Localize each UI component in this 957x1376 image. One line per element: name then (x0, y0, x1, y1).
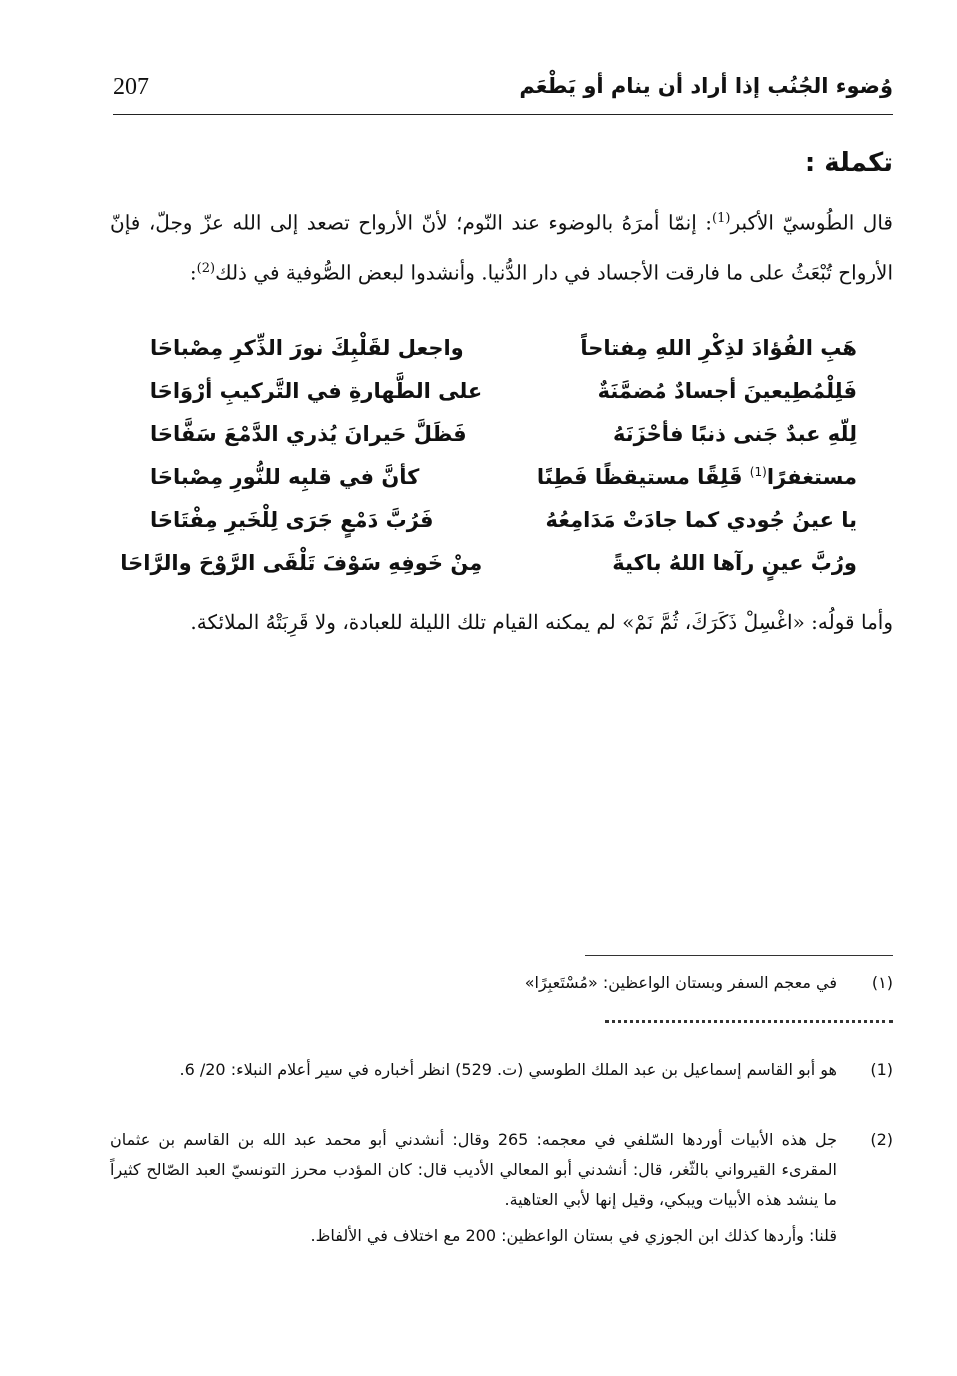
verse-line (150, 412, 857, 455)
verse-first-hemistich (525, 465, 857, 489)
footnote-text: جل هذه الأبيات أوردها السّلفي في معجمه: 265 وقال: أنشدني أبو محمد عبد الله بن القاسم بن عثمان المقرىء القيرواني بالثّغر، قال: أنشدني أبو المعالي الأديب قال: كان المؤدب محرز التونسيّ العبد الصّالح كثيراً ما ينشد هذه الأبيات ويبكي، وقيل إنها لأبي العتاهية. (110, 1130, 837, 1209)
verse-line (120, 541, 857, 584)
intro-lead: قال الطُوسيّ الأكبر (730, 210, 893, 235)
verse-second-hemistich: فَرُبَّ دَمْعٍ جَرَى لِلْخَيرِ مِفْتَاحَا (150, 507, 434, 532)
verse-second-hemistich: على الطَّهارةِ في التَّركيبِ أرْوَاحَا (149, 378, 483, 403)
verse-second-hemistich: مِنْ خَوفِهِ سَوْفَ تَلْقَى الرَّوْحَ والرَّاحَا (120, 550, 483, 575)
footnote-number: (2) (870, 1130, 893, 1149)
closing-paragraph: وأما قولُه: «اغْسِلْ ذَكَرَكَ، ثُمَّ نَمْ» لم يمكنه القيام تلك الليلة للعبادة، ولا قَرِبَتْهُ الملائكة. (190, 610, 893, 634)
footnote-text: هو أبو القاسم إسماعيل بن عبد الملك الطوسي (ت. 529) انظر أخباره في سير أعلام النبلاء: 20/ 6. (179, 1060, 837, 1079)
verse-word: مستغفرًا (766, 464, 857, 489)
footnote-divider (585, 955, 893, 956)
verse-word-cont: قَلِقًا مستيقظًا فَطِنًا (536, 464, 750, 489)
section-heading: تكملة : (804, 148, 893, 178)
verse-first-hemistich: ورُبَّ عينٍ رآها اللهُ باكيةً (612, 550, 857, 575)
verse-line (150, 326, 857, 369)
poem-verses (120, 326, 857, 584)
verse-first-hemistich: يا عينُ جُودي كما جادَتْ مَدَامِعُهُ (545, 507, 857, 532)
footnote-item (110, 1055, 893, 1085)
verse-first-hemistich: لِلّهِ عبدٌ جَنى ذنبًا فأحْزَنَهُ (612, 421, 857, 446)
verse-footnote-ref[interactable]: (1) (749, 464, 767, 479)
footnote-text: قلنا: وأردها كذلك ابن الجوزي في بستان الواعظين: 200 مع اختلاف في الألفاظ. (310, 1226, 837, 1245)
verse-line (150, 369, 857, 412)
verse-line (150, 455, 857, 498)
intro-colon: : (189, 260, 197, 285)
verse-line (150, 498, 857, 541)
verse-second-hemistich: كأنَّ في قلبِه للنُّورِ مِصْباحَا (150, 464, 420, 489)
intro-body: : إنمّا أمرَهُ بالوضوء عند النّوم؛ لأنّ الأرواح تصعد إلى الله عزّ وجلّ، فإنّ الأرواح تُبْعَثُ على ما فارقت الأجساد في دار الدُّنيا. وأنشدوا لبعض الصُّوفية في ذلك (110, 210, 893, 285)
footnote-ref-1[interactable]: (1) (712, 211, 731, 226)
dotted-separator (605, 1020, 893, 1023)
footnote-item (110, 1125, 893, 1215)
footnote-variant (110, 968, 893, 998)
footnote-number: (1) (870, 1060, 893, 1079)
verse-second-hemistich: واجعل لقَلْبِكَ نورَ الذِّكرِ مِصْباحَا (150, 335, 464, 360)
verse-first-hemistich: هَبِ الفُؤادَ لذِكْرِ اللهِ مِفتاحاً (580, 335, 857, 360)
verse-first-hemistich: فَلِلْمُطِيعينَ أجسادٌ مُضمَّنَةٌ (597, 378, 857, 403)
page-number: 207 (113, 74, 149, 100)
running-header-title: وُضوء الجُنُب إذا أراد أن ينام أو يَطْعَم (519, 74, 893, 98)
footnote-text: في معجم السفر وبستان الواعظين: «مُسْتَعبِرًا» (524, 973, 837, 992)
footnote-item (110, 1221, 893, 1251)
verse-second-hemistich: فَظَلَّ حَيرانَ يُذري الدَّمْعَ سَفَّاحَا (150, 421, 467, 446)
footnote-ref-2[interactable]: (2) (196, 260, 216, 276)
footnote-number: (١) (871, 973, 893, 992)
intro-paragraph (110, 196, 893, 295)
header-divider (113, 114, 893, 115)
